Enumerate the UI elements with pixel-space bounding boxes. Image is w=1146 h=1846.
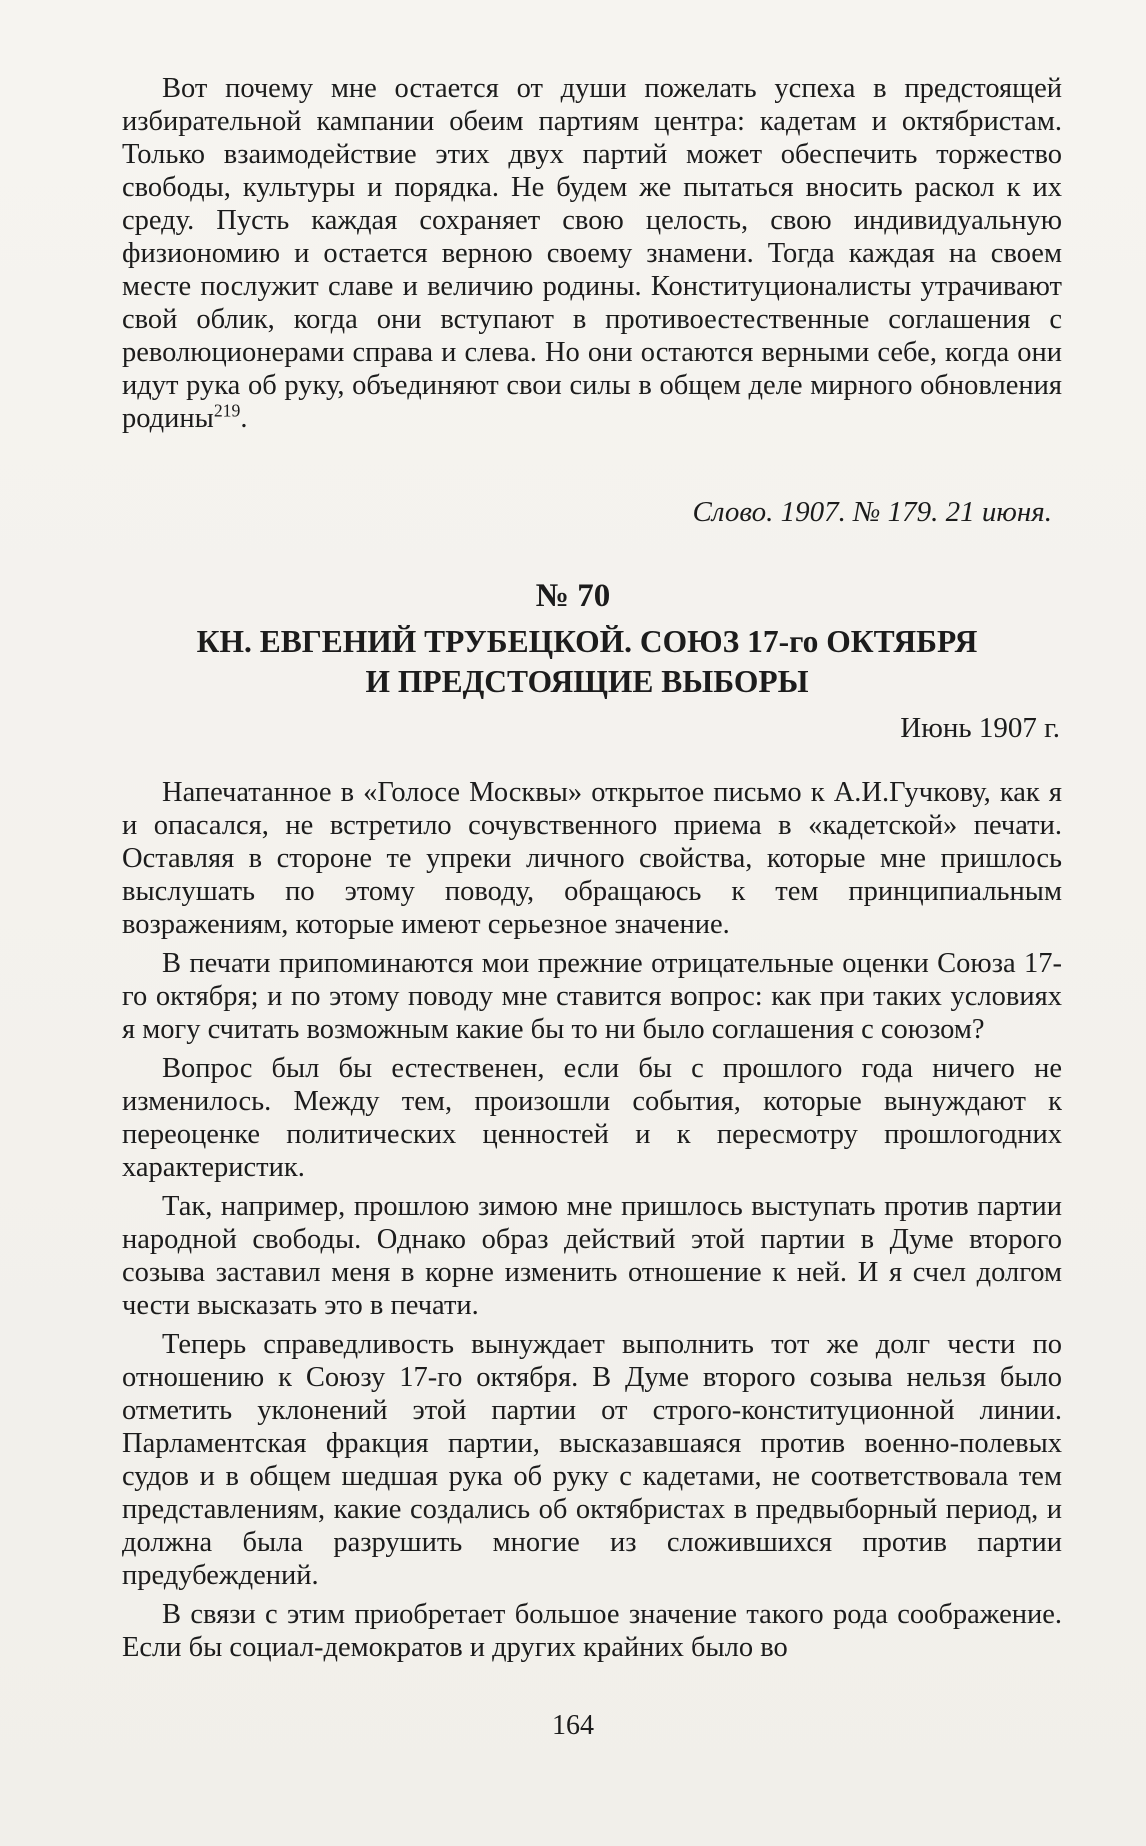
body-paragraph: Вопрос был бы естественен, если бы с прошлого года ничего не изменилось. Между тем, произошли события, которые вынуждают к переоценке политических ценностей и к пересмотру прошлогодних характеристик. — [122, 1053, 1062, 1183]
body-paragraph: Так, например, прошлою зимою мне пришлось выступать против партии народной свободы. Однако образ действий этой партии в Думе второго созыва заставил меня в корне изменить отношение к ней. И я счел долгом чести высказать это в печати. — [122, 1191, 1062, 1321]
document-title-line-2: И ПРЕДСТОЯЩИЕ ВЫБОРЫ — [365, 664, 809, 699]
intro-text — [122, 72, 1062, 435]
intro-paragraph — [122, 72, 1062, 435]
page-number: 164 — [552, 1710, 594, 1741]
document-body — [122, 776, 1062, 1670]
body-paragraph: Теперь справедливость вынуждает выполнить тот же долг чести по отношению к Союзу 17-го октября. В Думе второго созыва нельзя было отметить уклонений этой партии от строго-конституционной линии. Парламентская фракция партии, высказавшаяся против военно-полевых судов и в общем шедшая рука об руку с кадетами, не соответствовала тем представлениям, какие создались об октябристах в предвыборный период, и должна была разрушить многие из сложившихся против партии предубеждений. — [122, 1329, 1062, 1591]
intro-paragraph-end: . — [240, 403, 248, 434]
intro-paragraph-text: Вот почему мне остается от души пожелать успеха в предстоящей избирательной кампании обеим партиям центра: кадетам и октябристам. Только взаимодействие этих двух партий может обеспечить торжество свободы, культуры и порядка. Не будем же пытаться вносить раскол к их среду. Пусть каждая сохраняет свою целость, свою индивидуальную физиономию и остается верною своему знамени. Тогда каждая на своем месте послужит славе и величию родины. Конституционалисты утрачивают свой облик, когда они вступают в противоестественные соглашения с революционерами справа и слева. Но они остаются верными себе, когда они идут рука об руку, объединяют свои силы в общем деле мирного обновления родины — [122, 73, 1062, 434]
body-paragraph: Напечатанное в «Голосе Москвы» открытое письмо к А.И.Гучкову, как я и опасался, не встретило сочувственного приема в «кадетской» печати. Оставляя в стороне те упреки личного свойства, которые мне пришлось выслушать по этому поводу, обращаюсь к тем принципиальным возражениям, которые имеют серьезное значение. — [122, 777, 1062, 940]
document-title — [122, 622, 1052, 702]
body-paragraph: В связи с этим приобретает большое значение такого рода соображение. Если бы социал-демократов и других крайних было во — [122, 1599, 1062, 1663]
footnote-marker: 219 — [213, 400, 241, 421]
body-paragraph: В печати припоминаются мои прежние отрицательные оценки Союза 17-го октября; и по этому поводу мне ставится вопрос: как при таких условиях я могу считать возможным какие бы то ни было соглашения с союзом? — [122, 948, 1062, 1045]
document-number: № 70 — [535, 578, 611, 614]
document-date: Июнь 1907 г. — [900, 712, 1060, 744]
source-citation: Слово. 1907. № 179. 21 июня. — [692, 496, 1052, 528]
document-title-line-1: КН. ЕВГЕНИЙ ТРУБЕЦКОЙ. СОЮЗ 17-го ОКТЯБРЯ — [196, 624, 978, 659]
